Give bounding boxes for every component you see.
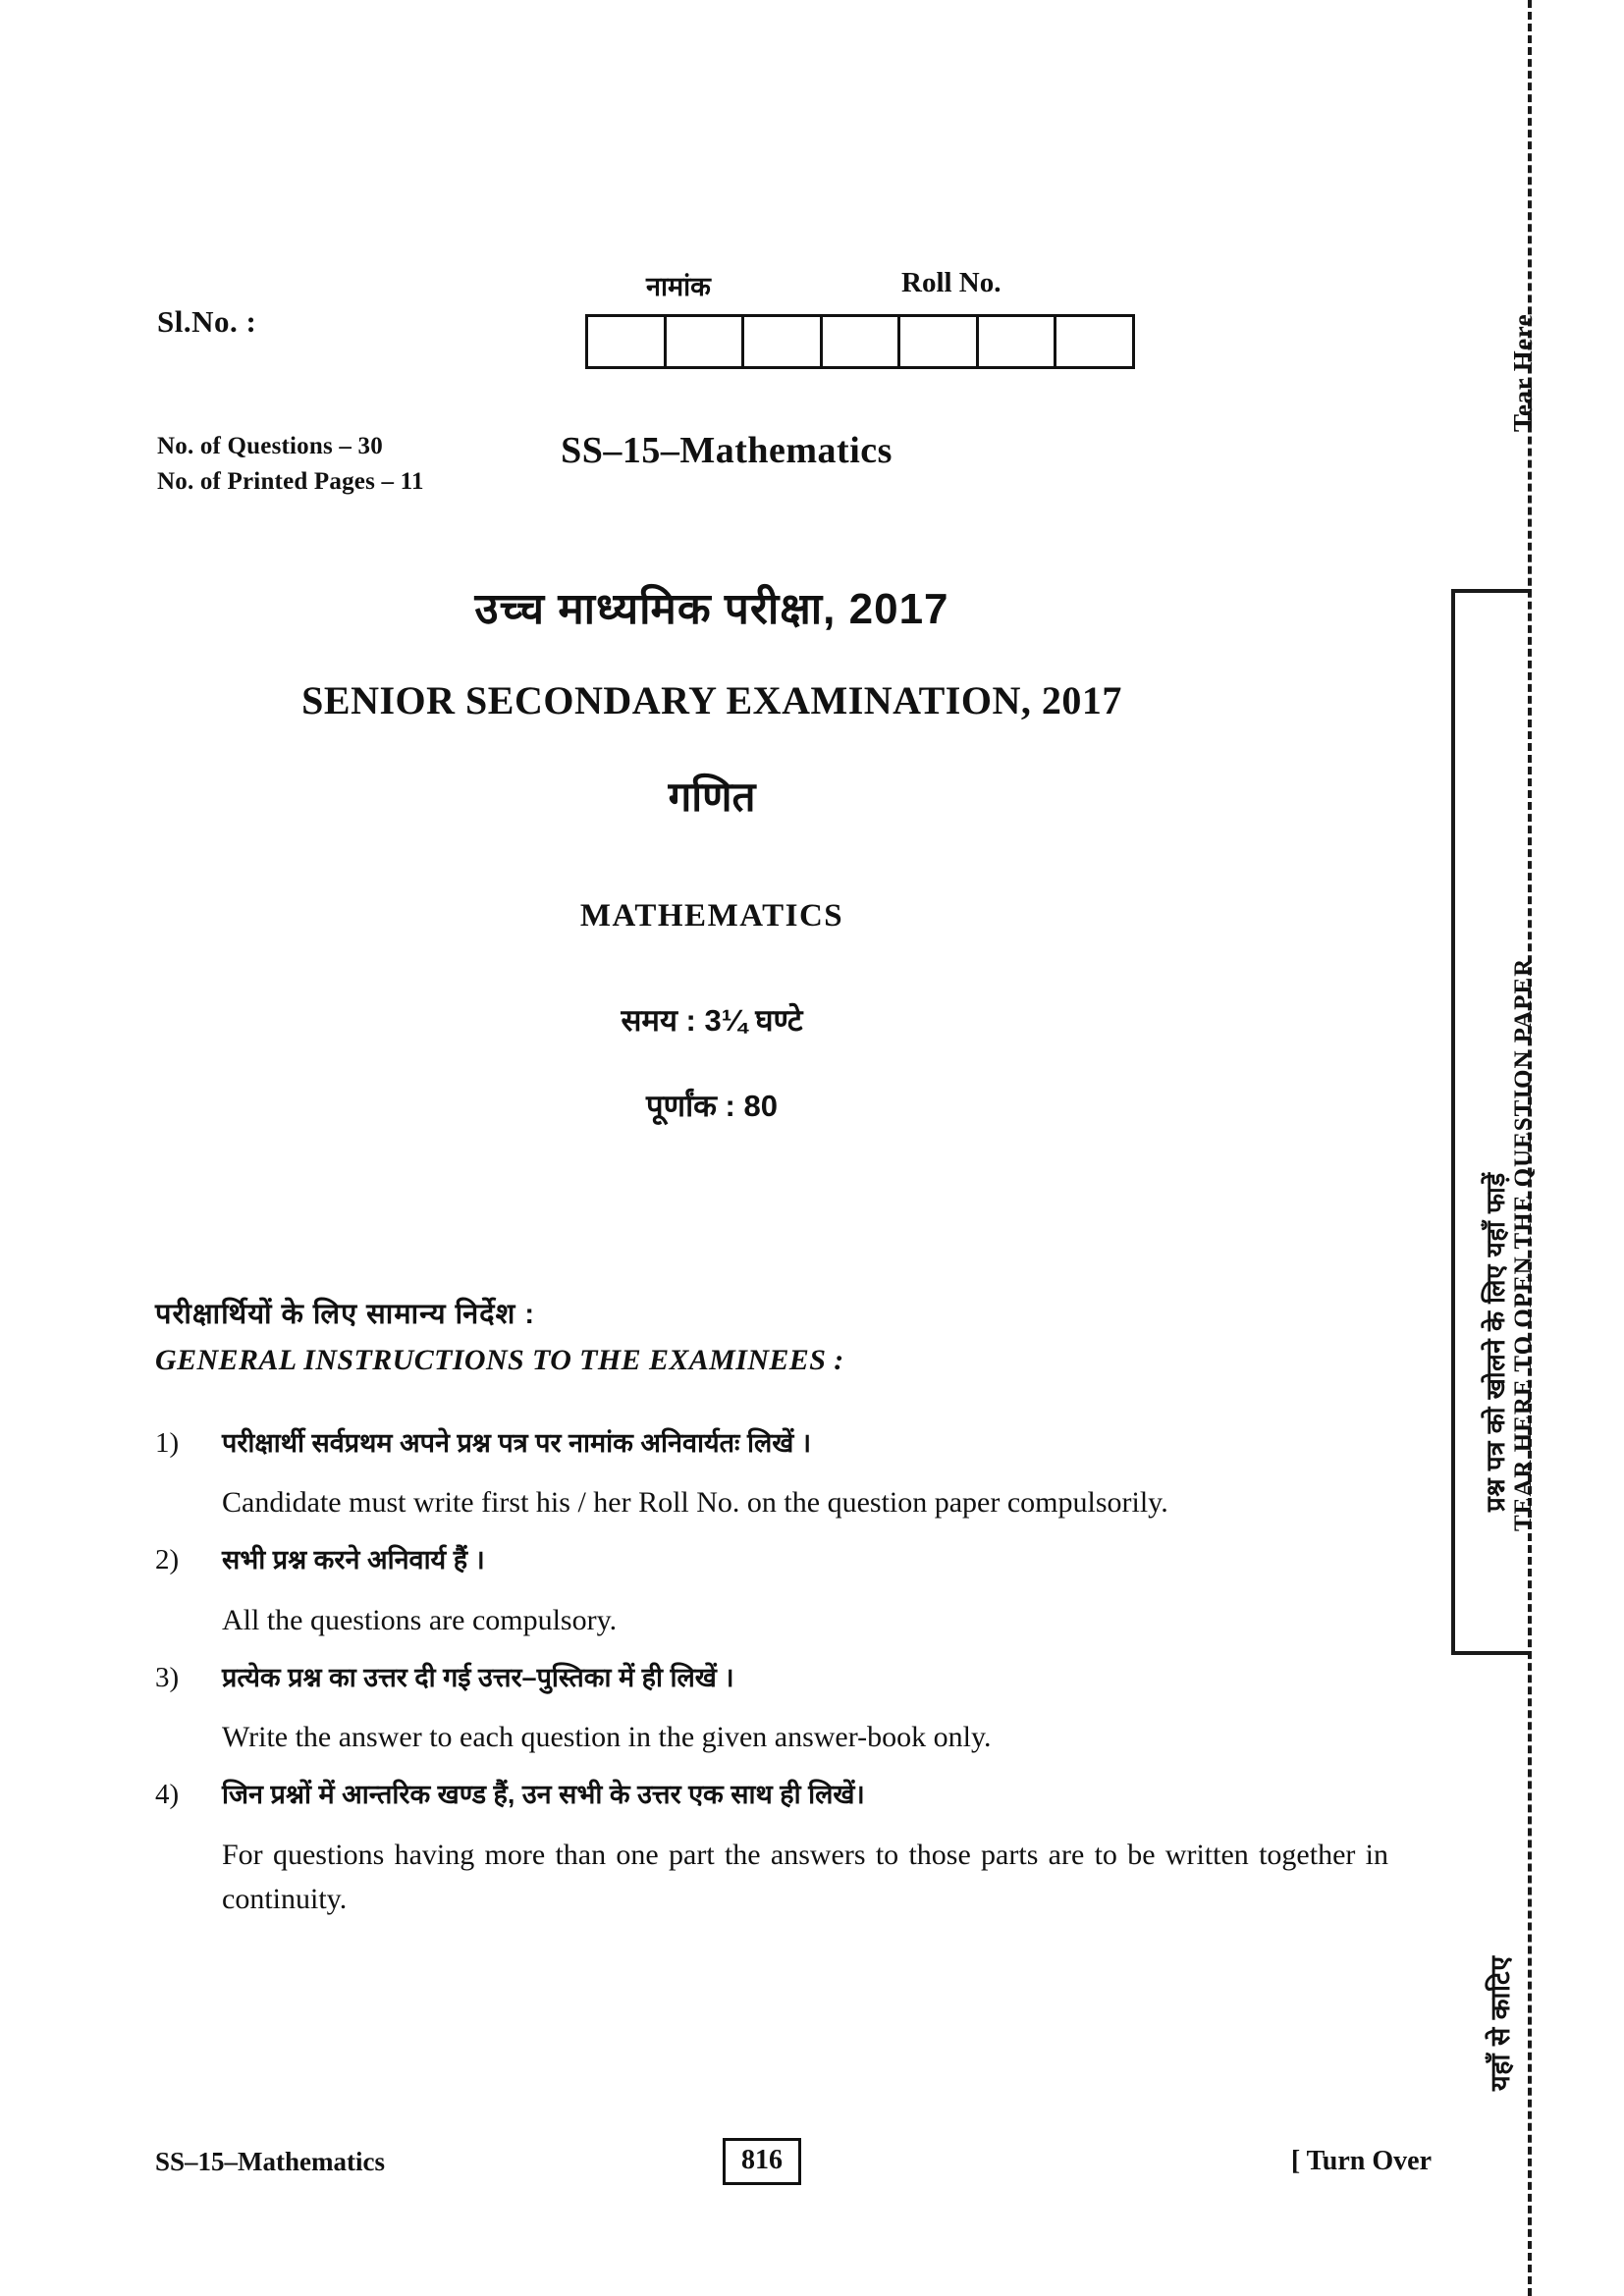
instruction-text-english: Candidate must write first his / her Roll No. on the question paper compulsorily. <box>222 1486 1168 1520</box>
instruction-text-hindi: जिन प्रश्नों में आन्तरिक खण्ड हैं, उन सभी के उत्तर एक साथ ही लिखें। <box>222 1780 865 1810</box>
instruction-item <box>155 1425 1392 1524</box>
tear-open-instruction-english: TEAR HERE TO OPEN THE QUESTION PAPER <box>1510 957 1537 1531</box>
exam-title-hindi: उच्च माध्यमिक परीक्षा, 2017 <box>474 585 949 633</box>
no-of-printed-pages: No. of Printed Pages – 11 <box>157 468 424 496</box>
footer-paper-code: SS–15–Mathematics <box>155 2146 385 2176</box>
instructions-heading-hindi: परीक्षार्थियों के लिए सामान्य निर्देश : <box>155 1299 536 1330</box>
cut-here-label: यहाँ से काटिए <box>1486 1955 1515 2091</box>
roll-number-cell[interactable] <box>588 317 667 366</box>
time-allowed: समय : 3¼ घण्टे <box>621 1003 803 1038</box>
tear-here-label: Tear Here <box>1508 313 1538 432</box>
instruction-number: 3) <box>155 1661 180 1693</box>
roll-number-cell[interactable] <box>744 317 823 366</box>
instruction-item <box>155 1777 1392 1920</box>
tear-open-instruction-hindi: प्रश्न पत्र को खोलने के लिए यहाँ फाड़ें <box>1481 1172 1510 1512</box>
roll-number-group <box>585 267 1135 369</box>
instruction-item <box>155 1542 1392 1641</box>
no-of-questions: No. of Questions – 30 <box>157 433 383 459</box>
roll-number-labels <box>585 267 1135 306</box>
instruction-body <box>222 1425 1392 1524</box>
paper-code-heading: SS–15–Mathematics <box>561 430 893 471</box>
roll-number-input-boxes[interactable] <box>585 314 1135 369</box>
page-footer <box>155 2138 1432 2185</box>
instructions-heading <box>155 1294 1382 1377</box>
instruction-text-english: Write the answer to each question in the given answer-book only. <box>222 1721 992 1754</box>
roll-number-cell[interactable] <box>900 317 979 366</box>
roll-number-cell[interactable] <box>667 317 745 366</box>
roll-no-label: Roll No. <box>901 267 1001 298</box>
instructions-heading-english: GENERAL INSTRUCTIONS TO THE EXAMINEES : <box>155 1344 844 1376</box>
instruction-text-hindi: परीक्षार्थी सर्वप्रथम अपने प्रश्न पत्र पर नामांक अनिवार्यतः लिखें । <box>222 1428 812 1458</box>
instruction-body <box>222 1542 1392 1641</box>
subject-title-hindi: गणित <box>668 774 756 820</box>
exam-title-english: SENIOR SECONDARY EXAMINATION, 2017 <box>301 678 1122 722</box>
instruction-text-english: All the questions are compulsory. <box>222 1603 618 1636</box>
footer-page-number: 816 <box>723 2138 801 2185</box>
instruction-number: 1) <box>155 1427 180 1459</box>
instructions-list <box>155 1425 1392 1939</box>
instruction-number: 4) <box>155 1779 180 1811</box>
instruction-number: 2) <box>155 1544 180 1576</box>
subject-title-english: MATHEMATICS <box>579 898 844 934</box>
instruction-text-hindi: सभी प्रश्न करने अनिवार्य हैं । <box>222 1545 485 1575</box>
footer-turn-over: [ Turn Over <box>1290 2146 1432 2176</box>
instruction-text-english: For questions having more than one part the answers to those parts are to be written together in continuity. <box>222 1838 1388 1915</box>
instruction-item <box>155 1660 1392 1759</box>
roll-number-cell[interactable] <box>823 317 901 366</box>
roll-number-cell[interactable] <box>1056 317 1132 366</box>
instruction-text-hindi: प्रत्येक प्रश्न का उत्तर दी गई उत्तर–पुस्तिका में ही लिखें । <box>222 1662 734 1692</box>
roll-number-cell[interactable] <box>979 317 1057 366</box>
namank-label: नामांक <box>646 272 711 301</box>
maximum-marks: पूर्णांक : 80 <box>646 1089 778 1123</box>
instruction-body <box>222 1660 1392 1759</box>
instruction-body <box>222 1777 1392 1920</box>
serial-number-label: Sl.No. : <box>157 304 257 339</box>
